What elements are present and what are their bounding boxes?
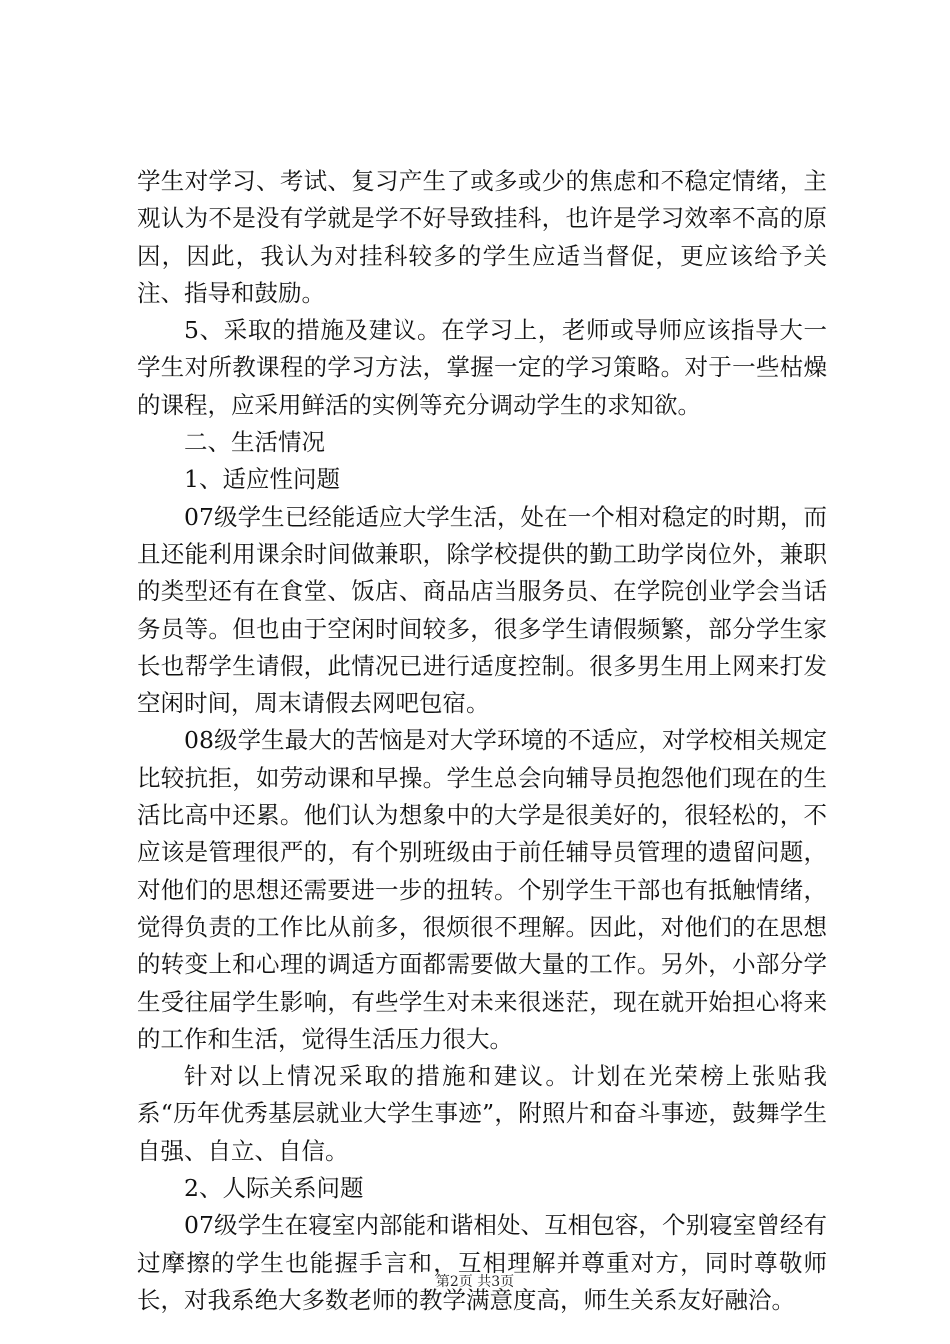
paragraph-3: 07级学生已经能适应大学生活，处在一个相对稳定的时期，而且还能利用课余时间做兼职，除学校提供的勤工助学岗位外，兼职的类型还有在食堂、饭店、商品店当服务员、在学院创业学会当话务员等。但也由于空闲时间较多，很多学生请假频繁，部分学生家长也帮学生请假，此情况已进行适度控制。很多男生用上网来打发空闲时间，周末请假去网吧包宿。 <box>137 502 827 718</box>
paragraph-6: 07级学生在寝室内部能和谐相处、互相包容，个别寝室曾经有过摩擦的学生也能握手言和，互相理解并尊重对方，同时尊敬师长，对我系绝大多数老师的教学满意度高，师生关系友好融洽。 <box>137 1211 827 1314</box>
subheading-relationships: 2、人际关系问题 <box>184 1174 364 1203</box>
document-body <box>137 163 827 1319</box>
paragraph-4: 08级学生最大的苦恼是对大学环境的不适应，对学校相关规定比较抗拒，如劳动课和早操。学生总会向辅导员抱怨他们现在的生活比高中还累。他们认为想象中的大学是很美好的，很轻松的，不应该是管理很严的，有个别班级由于前任辅导员管理的遗留问题，对他们的思想还需要进一步的扭转。个别学生干部也有抵触情绪，觉得负责的工作比从前多，很烦很不理解。因此，对他们的在思想的转变上和心理的调适方面都需要做大量的工作。另外，小部分学生受往届学生影响，有些学生对未来很迷茫，现在就开始担心将来的工作和生活，觉得生活压力很大。 <box>137 726 827 1053</box>
paragraph-1: 学生对学习、考试、复习产生了或多或少的焦虑和不稳定情绪，主观认为不是没有学就是学不好导致挂科，也许是学习效率不高的原因，因此，我认为对挂科较多的学生应适当督促，更应该给予关注、指导和鼓励。 <box>137 167 827 307</box>
section-heading-life: 二、生活情况 <box>184 428 325 457</box>
page-footer: 第2页 共3页 <box>435 1274 515 1290</box>
paragraph-2: 5、采取的措施及建议。在学习上，老师或导师应该指导大一学生对所教课程的学习方法，掌握一定的学习策略。对于一些枯燥的课程，应采用鲜活的实例等充分调动学生的求知欲。 <box>137 316 827 419</box>
paragraph-5: 针对以上情况采取的措施和建议。计划在光荣榜上张贴我系“历年优秀基层就业大学生事迹”，附照片和奋斗事迹，鼓舞学生自强、自立、自信。 <box>137 1062 827 1165</box>
subheading-adaptability: 1、适应性问题 <box>184 465 340 494</box>
